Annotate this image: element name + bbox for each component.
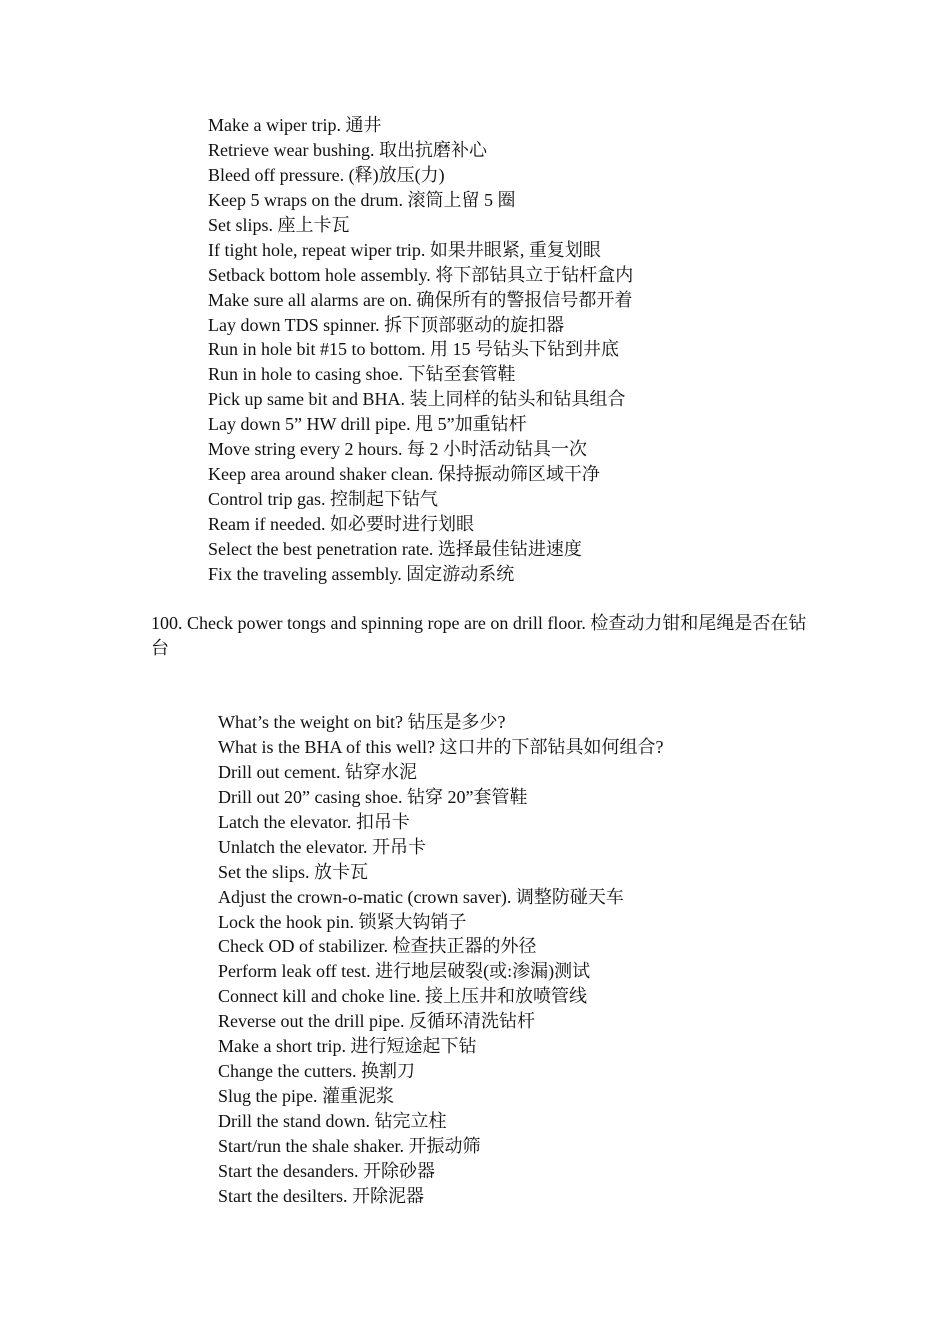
phrase-list-1 xyxy=(208,113,633,587)
list-item: Make a wiper trip. 通井 xyxy=(208,115,382,135)
list-item: Run in hole to casing shoe. 下钻至套管鞋 xyxy=(208,364,516,385)
list-item: Control trip gas. 控制起下钻气 xyxy=(208,489,438,510)
list-item: Set slips. 座上卡瓦 xyxy=(208,214,350,235)
list-item: Change the cutters. 换割刀 xyxy=(218,1061,415,1082)
list-item: Start/run the shale shaker. 开振动筛 xyxy=(218,1135,481,1156)
list-item: Keep area around shaker clean. 保持振动筛区域干净 xyxy=(208,464,600,485)
list-item: Drill out cement. 钻穿水泥 xyxy=(218,761,417,782)
list-item: Perform leak off test. 进行地层破裂(或:渗漏)测试 xyxy=(218,961,591,982)
list-item: Lock the hook pin. 锁紧大钩销子 xyxy=(218,911,467,932)
list-item: Make a short trip. 进行短途起下钻 xyxy=(218,1036,477,1057)
list-item: What is the BHA of this well? 这口井的下部钻具如何组合? xyxy=(218,736,664,757)
list-item: What’s the weight on bit? 钻压是多少? xyxy=(218,712,506,732)
list-item: Drill the stand down. 钻完立柱 xyxy=(218,1111,447,1131)
list-item: Keep 5 wraps on the drum. 滚筒上留 5 圈 xyxy=(208,189,516,210)
list-item: Unlatch the elevator. 开吊卡 xyxy=(218,836,426,857)
list-item: Start the desanders. 开除砂器 xyxy=(218,1160,435,1181)
list-item: Ream if needed. 如必要时进行划眼 xyxy=(208,514,474,534)
list-item: Slug the pipe. 灌重泥浆 xyxy=(218,1086,394,1107)
list-item: Check OD of stabilizer. 检查扶正器的外径 xyxy=(218,936,537,957)
list-item: Lay down TDS spinner. 拆下顶部驱动的旋扣器 xyxy=(208,314,565,335)
list-item: Pick up same bit and BHA. 装上同样的钻头和钻具组合 xyxy=(208,389,626,410)
list-item: Bleed off pressure. (释)放压(力) xyxy=(208,164,445,185)
list-item: Latch the elevator. 扣吊卡 xyxy=(218,811,410,832)
list-item: Start the desilters. 开除泥器 xyxy=(218,1185,424,1206)
list-item: Set the slips. 放卡瓦 xyxy=(218,861,369,882)
list-item: Connect kill and choke line. 接上压井和放喷管线 xyxy=(218,986,587,1007)
list-item: Lay down 5” HW drill pipe. 甩 5”加重钻杆 xyxy=(208,414,527,435)
list-item: Fix the traveling assembly. 固定游动系统 xyxy=(208,563,515,584)
list-item: Setback bottom hole assembly. 将下部钻具立于钻杆盒内 xyxy=(208,264,634,285)
list-item: Adjust the crown-o-matic (crown saver). 调整防碰天车 xyxy=(218,886,624,907)
list-item: Reverse out the drill pipe. 反循环清洗钻杆 xyxy=(218,1011,535,1032)
list-item: Drill out 20” casing shoe. 钻穿 20”套管鞋 xyxy=(218,786,528,807)
list-item: Make sure all alarms are on. 确保所有的警报信号都开着 xyxy=(208,289,633,310)
list-item: Run in hole bit #15 to bottom. 用 15 号钻头下钻到井底 xyxy=(208,339,620,360)
list-item: Select the best penetration rate. 选择最佳钻进速度 xyxy=(208,538,582,559)
list-item: If tight hole, repeat wiper trip. 如果井眼紧, 重复划眼 xyxy=(208,239,601,260)
list-item: Retrieve wear bushing. 取出抗磨补心 xyxy=(208,139,487,160)
list-item: Move string every 2 hours. 每 2 小时活动钻具一次 xyxy=(208,439,587,460)
phrase-list-2 xyxy=(218,710,663,1209)
numbered-paragraph: 100. Check power tongs and spinning rope are on drill floor. 检查动力钳和尾绳是否在钻台 xyxy=(151,613,807,658)
